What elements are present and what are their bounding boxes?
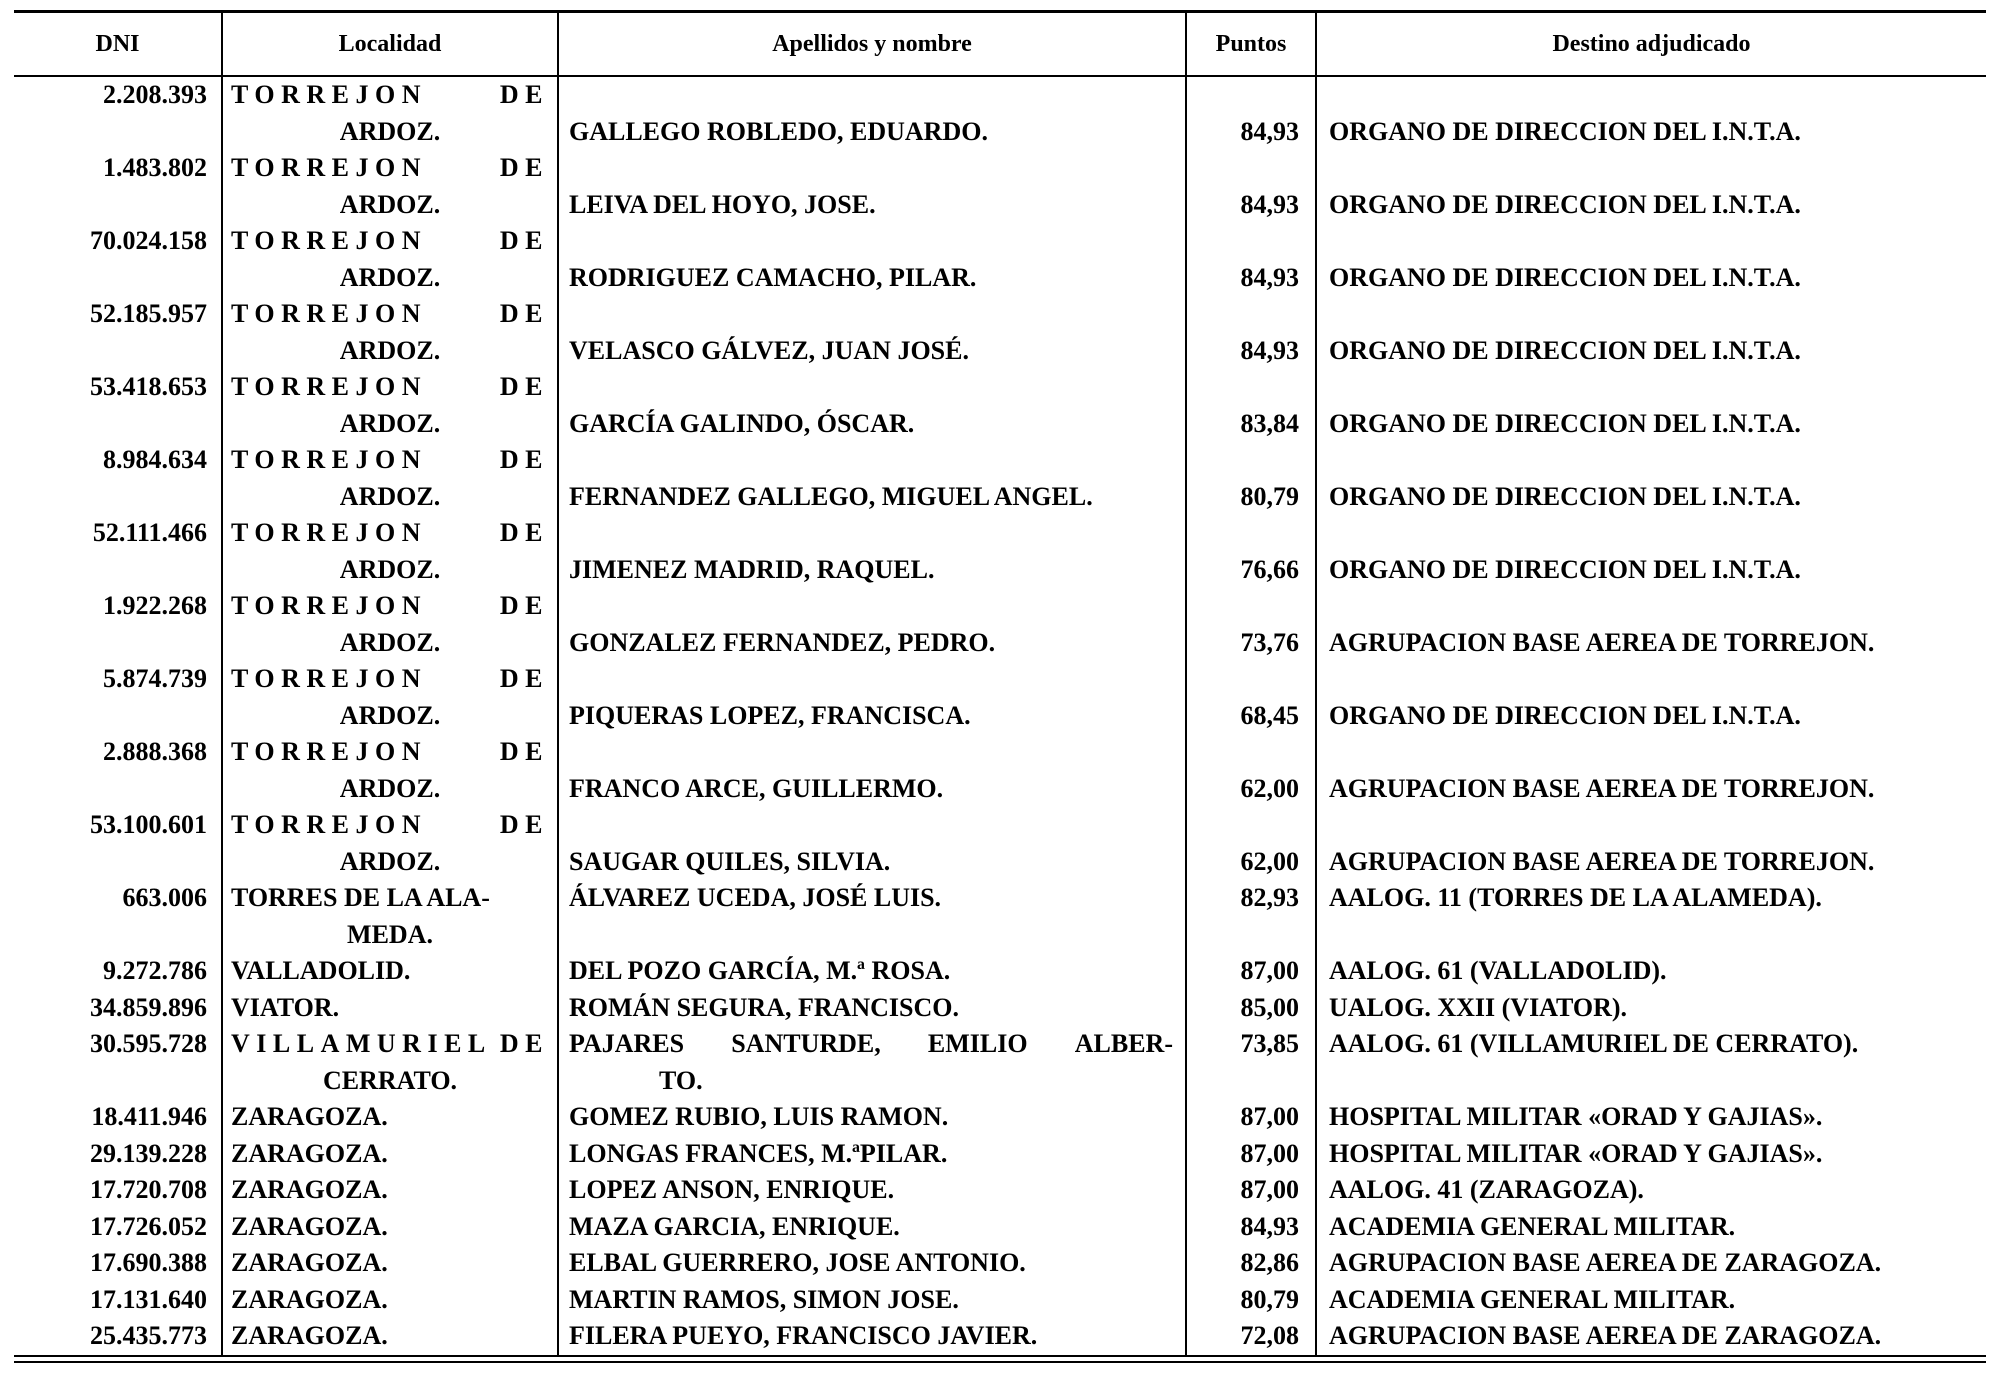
localidad-line: ZARAGOZA. [231, 1284, 388, 1314]
dni-cell: 663.006 [14, 880, 222, 953]
nombre-line: SAUGAR QUILES, SILVIA. [569, 846, 891, 876]
dni-cell: 70.024.158 [14, 223, 222, 296]
puntos-cell: 84,93 [1186, 223, 1316, 296]
nombre-line: ROMÁN SEGURA, FRANCISCO. [569, 992, 960, 1022]
document-table [14, 10, 1986, 1357]
puntos-cell: 87,00 [1186, 1172, 1316, 1209]
localidad-line: TORRES DE LA ALA- [231, 883, 490, 912]
dni-cell: 30.595.728 [14, 1026, 222, 1099]
destino-cell: AALOG. 61 (VALLADOLID). [1329, 956, 1667, 985]
nombre-cell [558, 1172, 1186, 1209]
localidad-line: TORREJON DE [231, 372, 549, 401]
localidad-cell [222, 442, 558, 515]
localidad-cell [222, 369, 558, 442]
puntos-cell: 82,86 [1186, 1245, 1316, 1282]
nombre-cell [558, 223, 1186, 296]
dni-cell: 1.483.802 [14, 150, 222, 223]
table-row [14, 807, 1986, 880]
table-row [14, 661, 1986, 734]
bottom-rule [14, 1361, 1986, 1363]
puntos-cell: 87,00 [1186, 1136, 1316, 1173]
localidad-line: ARDOZ. [339, 335, 441, 365]
table-row [14, 76, 1986, 150]
localidad-line: ARDOZ. [339, 116, 441, 146]
localidad-line: TORREJON DE [231, 737, 549, 766]
destino-cell: AGRUPACION BASE AEREA DE TORREJON. [1329, 627, 1875, 657]
dni-cell: 17.720.708 [14, 1172, 222, 1209]
dni-cell: 17.726.052 [14, 1209, 222, 1246]
column-header: DNI [14, 12, 222, 77]
dni-cell: 18.411.946 [14, 1099, 222, 1136]
destino-cell: ORGANO DE DIRECCION DEL I.N.T.A. [1329, 335, 1801, 365]
nombre-line: GARCÍA GALINDO, ÓSCAR. [569, 408, 915, 438]
nombre-line: PIQUERAS LOPEZ, FRANCISCA. [569, 700, 971, 730]
table-row [14, 880, 1986, 953]
dni-cell: 17.690.388 [14, 1245, 222, 1282]
table-row [14, 1099, 1986, 1136]
table-row [14, 990, 1986, 1027]
localidad-cell [222, 1282, 558, 1319]
localidad-line: TORREJON DE [231, 445, 549, 474]
destino-cell: AGRUPACION BASE AEREA DE ZARAGOZA. [1329, 1248, 1882, 1277]
nombre-cell [558, 661, 1186, 734]
nombre-cell [558, 588, 1186, 661]
localidad-cell [222, 1172, 558, 1209]
destino-cell: AALOG. 41 (ZARAGOZA). [1329, 1175, 1644, 1204]
nombre-line: ELBAL GUERRERO, JOSE ANTONIO. [569, 1248, 1026, 1277]
table-header-row [14, 12, 1986, 77]
destino-cell: HOSPITAL MILITAR «ORAD Y GAJIAS». [1329, 1138, 1823, 1168]
puntos-cell: 84,93 [1186, 150, 1316, 223]
table-row [14, 1282, 1986, 1319]
dni-cell: 53.418.653 [14, 369, 222, 442]
localidad-cell [222, 880, 558, 953]
localidad-line: ARDOZ. [339, 189, 441, 219]
localidad-line: ARDOZ. [339, 773, 441, 803]
localidad-cell [222, 296, 558, 369]
destino-cell: ORGANO DE DIRECCION DEL I.N.T.A. [1329, 554, 1801, 584]
nombre-cell [558, 296, 1186, 369]
destino-cell: ACADEMIA GENERAL MILITAR. [1329, 1284, 1736, 1314]
nombre-line: MARTIN RAMOS, SIMON JOSE. [569, 1284, 959, 1314]
puntos-cell: 83,84 [1186, 369, 1316, 442]
nombre-line: FERNANDEZ GALLEGO, MIGUEL ANGEL. [569, 481, 1093, 511]
nombre-line: FRANCO ARCE, GUILLERMO. [569, 773, 944, 803]
nombre-cell [558, 1245, 1186, 1282]
localidad-cell [222, 76, 558, 150]
localidad-line: TORREJON DE [231, 153, 549, 182]
table-row [14, 442, 1986, 515]
nombre-cell [558, 369, 1186, 442]
puntos-cell: 80,79 [1186, 442, 1316, 515]
localidad-cell [222, 1136, 558, 1173]
nombre-cell [558, 990, 1186, 1027]
nombre-line: GALLEGO ROBLEDO, EDUARDO. [569, 116, 988, 146]
nombre-cell [558, 76, 1186, 150]
localidad-line: ZARAGOZA. [231, 1175, 388, 1204]
dni-cell: 2.208.393 [14, 76, 222, 150]
destino-cell: ACADEMIA GENERAL MILITAR. [1329, 1211, 1736, 1241]
localidad-line: ZARAGOZA. [231, 1102, 388, 1131]
dni-cell: 29.139.228 [14, 1136, 222, 1173]
column-header: Destino adjudicado [1316, 12, 1986, 77]
localidad-cell [222, 1026, 558, 1099]
nombre-cell [558, 734, 1186, 807]
localidad-line: ARDOZ. [339, 262, 441, 292]
destino-cell: ORGANO DE DIRECCION DEL I.N.T.A. [1329, 481, 1801, 511]
nombre-cell [558, 880, 1186, 953]
nombre-line: GONZALEZ FERNANDEZ, PEDRO. [569, 627, 996, 657]
dni-cell: 53.100.601 [14, 807, 222, 880]
localidad-cell [222, 1245, 558, 1282]
localidad-line: TORREJON DE [231, 810, 549, 839]
nombre-line: LONGAS FRANCES, M.ªPILAR. [569, 1138, 948, 1168]
localidad-line: VILLAMURIEL DE [231, 1029, 549, 1058]
localidad-cell [222, 990, 558, 1027]
nombre-line: DEL POZO GARCÍA, M.ª ROSA. [569, 956, 951, 985]
destino-cell: AGRUPACION BASE AEREA DE TORREJON. [1329, 773, 1875, 803]
nombre-line: GOMEZ RUBIO, LUIS RAMON. [569, 1102, 949, 1131]
localidad-line: ARDOZ. [339, 554, 441, 584]
dni-cell: 17.131.640 [14, 1282, 222, 1319]
nombre-line: VELASCO GÁLVEZ, JUAN JOSÉ. [569, 335, 969, 365]
localidad-cell [222, 588, 558, 661]
puntos-cell: 73,76 [1186, 588, 1316, 661]
nombre-line: ÁLVAREZ UCEDA, JOSÉ LUIS. [569, 883, 942, 912]
table-row [14, 953, 1986, 990]
nombre-cell [558, 515, 1186, 588]
nombre-cell [558, 1026, 1186, 1099]
localidad-line: ARDOZ. [339, 627, 441, 657]
table-row [14, 1209, 1986, 1246]
puntos-cell: 62,00 [1186, 807, 1316, 880]
localidad-line: ARDOZ. [339, 408, 441, 438]
puntos-cell: 82,93 [1186, 880, 1316, 953]
localidad-line: ZARAGOZA. [231, 1138, 388, 1168]
puntos-cell: 84,93 [1186, 76, 1316, 150]
puntos-cell: 68,45 [1186, 661, 1316, 734]
localidad-cell [222, 515, 558, 588]
localidad-cell [222, 807, 558, 880]
localidad-line: VALLADOLID. [231, 956, 411, 985]
nombre-cell [558, 442, 1186, 515]
localidad-cell [222, 953, 558, 990]
localidad-line: TORREJON DE [231, 226, 549, 255]
destino-cell: HOSPITAL MILITAR «ORAD Y GAJIAS». [1329, 1102, 1823, 1131]
localidad-line: CERRATO. [322, 1065, 458, 1095]
localidad-line: TORREJON DE [231, 80, 549, 109]
destino-cell: AGRUPACION BASE AEREA DE ZARAGOZA. [1329, 1321, 1882, 1350]
table-row [14, 1245, 1986, 1282]
localidad-cell [222, 1099, 558, 1136]
nombre-cell [558, 1209, 1186, 1246]
nombre-line: LOPEZ ANSON, ENRIQUE. [569, 1175, 895, 1204]
destino-cell: ORGANO DE DIRECCION DEL I.N.T.A. [1329, 116, 1801, 146]
puntos-cell: 80,79 [1186, 1282, 1316, 1319]
table-row [14, 1172, 1986, 1209]
localidad-cell [222, 223, 558, 296]
nombre-cell [558, 1136, 1186, 1173]
puntos-cell: 76,66 [1186, 515, 1316, 588]
nombre-cell [558, 1318, 1186, 1356]
nombre-cell [558, 807, 1186, 880]
column-header: Apellidos y nombre [558, 12, 1186, 77]
table-row [14, 296, 1986, 369]
dni-cell: 5.874.739 [14, 661, 222, 734]
dni-cell: 25.435.773 [14, 1318, 222, 1356]
nombre-line: MAZA GARCIA, ENRIQUE. [569, 1211, 900, 1241]
puntos-cell: 84,93 [1186, 296, 1316, 369]
destino-cell: AGRUPACION BASE AEREA DE TORREJON. [1329, 846, 1875, 876]
localidad-line: TORREJON DE [231, 664, 549, 693]
dni-cell: 52.185.957 [14, 296, 222, 369]
destino-cell: AALOG. 61 (VILLAMURIEL DE CERRATO). [1329, 1029, 1859, 1058]
localidad-line: ARDOZ. [339, 481, 441, 511]
localidad-line: ZARAGOZA. [231, 1321, 388, 1350]
table-row [14, 150, 1986, 223]
puntos-cell: 87,00 [1186, 953, 1316, 990]
table-body [14, 76, 1986, 1356]
table-row [14, 369, 1986, 442]
localidad-line: TORREJON DE [231, 591, 549, 620]
table-row [14, 734, 1986, 807]
nombre-cell [558, 150, 1186, 223]
localidad-cell [222, 1209, 558, 1246]
puntos-cell: 73,85 [1186, 1026, 1316, 1099]
localidad-line: ARDOZ. [339, 700, 441, 730]
puntos-cell: 62,00 [1186, 734, 1316, 807]
dni-cell: 1.922.268 [14, 588, 222, 661]
dni-cell: 52.111.466 [14, 515, 222, 588]
table-row [14, 1318, 1986, 1356]
localidad-line: VIATOR. [231, 992, 340, 1022]
nombre-line: PAJARES SANTURDE, EMILIO ALBER- [569, 1029, 1173, 1058]
table-row [14, 515, 1986, 588]
localidad-line: ZARAGOZA. [231, 1211, 388, 1241]
destino-cell: ORGANO DE DIRECCION DEL I.N.T.A. [1329, 408, 1801, 438]
puntos-cell: 87,00 [1186, 1099, 1316, 1136]
nombre-line: FILERA PUEYO, FRANCISCO JAVIER. [569, 1321, 1038, 1350]
localidad-line: MEDA. [347, 919, 433, 949]
table-row [14, 1026, 1986, 1099]
table-row [14, 588, 1986, 661]
destino-cell: ORGANO DE DIRECCION DEL I.N.T.A. [1329, 700, 1801, 730]
localidad-cell [222, 150, 558, 223]
localidad-line: TORREJON DE [231, 518, 549, 547]
dni-cell: 34.859.896 [14, 990, 222, 1027]
localidad-line: TORREJON DE [231, 299, 549, 328]
nombre-line: JIMENEZ MADRID, RAQUEL. [569, 554, 935, 584]
column-header: Puntos [1186, 12, 1316, 77]
puntos-cell: 84,93 [1186, 1209, 1316, 1246]
puntos-cell: 85,00 [1186, 990, 1316, 1027]
nombre-cell [558, 953, 1186, 990]
table-row [14, 223, 1986, 296]
dni-cell: 9.272.786 [14, 953, 222, 990]
dni-cell: 2.888.368 [14, 734, 222, 807]
localidad-cell [222, 734, 558, 807]
localidad-line: ZARAGOZA. [231, 1248, 388, 1277]
destino-cell: ORGANO DE DIRECCION DEL I.N.T.A. [1329, 189, 1801, 219]
destino-cell: ORGANO DE DIRECCION DEL I.N.T.A. [1329, 262, 1801, 292]
localidad-cell [222, 1318, 558, 1356]
nombre-line: TO. [659, 1065, 703, 1095]
nombre-cell [558, 1099, 1186, 1136]
nombre-cell [558, 1282, 1186, 1319]
dni-cell: 8.984.634 [14, 442, 222, 515]
table-row [14, 1136, 1986, 1173]
puntos-cell: 72,08 [1186, 1318, 1316, 1356]
nombre-line: RODRIGUEZ CAMACHO, PILAR. [569, 262, 977, 292]
nombre-line: LEIVA DEL HOYO, JOSE. [569, 189, 876, 219]
localidad-cell [222, 661, 558, 734]
destino-cell: UALOG. XXII (VIATOR). [1329, 992, 1628, 1022]
localidad-line: ARDOZ. [339, 846, 441, 876]
column-header: Localidad [222, 12, 558, 77]
destino-cell: AALOG. 11 (TORRES DE LA ALAMEDA). [1329, 883, 1822, 912]
